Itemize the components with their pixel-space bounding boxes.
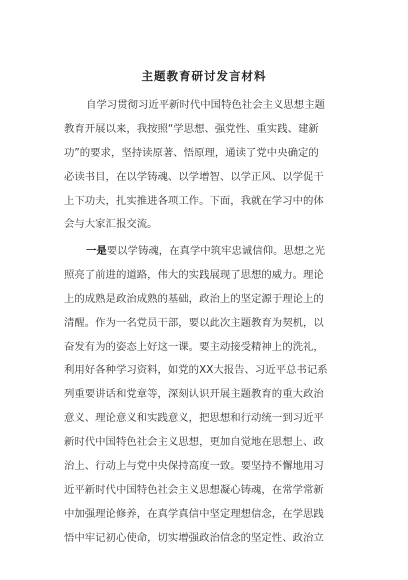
- text-line: 功”的要求，坚持读原著、悟原理，通读了党中央确定的: [64, 146, 319, 159]
- text-line: 上下功夫，扎实推进各项工作。下面，我就在学习中的体: [64, 194, 324, 207]
- text-line: 利用好各种学习资料，如党的XX大报告、习近平总书记系: [64, 364, 328, 377]
- text-line: 中加强理论修养，在真学真信中坚定理想信念，在学思践: [64, 507, 324, 520]
- text-line-rest: 要以学铸魂，在真学中筑牢忠诚信仰。思想之光: [106, 245, 325, 257]
- text-line: 近平新时代中国特色社会主义思想凝心铸魂，在常学常新: [64, 483, 324, 496]
- text-line: 照亮了前进的道路，伟大的实践展现了思想的威力。理论: [64, 268, 324, 281]
- text-line: 会与大家汇报交流。: [64, 218, 158, 231]
- text-line: 悟中牢记初心使命，切实增强政治信念的坚定性、政治立: [64, 531, 324, 544]
- text-line: 意义、理论意义和实践意义，把思想和行动统一到习近平: [64, 412, 324, 425]
- text-line: 清醒。作为一名党员干部，要以此次主题教育为契机，以: [64, 316, 324, 329]
- text-line: 必读书目，在以学铸魂、以学增智、以学正风、以学促干: [64, 170, 324, 183]
- text-line: 列重要讲话和党章等，深刻认识开展主题教育的重大政治: [64, 388, 324, 401]
- text-line: 新时代中国特色社会主义思想，更加自觉地在思想上、政: [64, 436, 324, 449]
- text-line: [64, 240, 356, 264]
- text-line: 自学习贯彻习近平新时代中国特色社会主义思想主题: [86, 99, 325, 111]
- paragraph-point-one: [64, 240, 356, 551]
- text-line: 上的成熟是政治成熟的基础，政治上的坚定源于理论上的: [64, 292, 324, 305]
- point-lead: 一是: [86, 245, 107, 257]
- text-line: 教育开展以来，我按照“学思想、强党性、重实践、建新: [64, 122, 319, 135]
- text-line: 奋发有为的姿态上好这一课。要主动接受精神上的洗礼，: [64, 340, 324, 353]
- text-line: 治上、行动上与党中央保持高度一致。要坚持不懈地用习: [64, 460, 324, 473]
- paragraph-intro: [64, 94, 356, 237]
- document-title: 主题教育研讨发言材料: [141, 69, 267, 83]
